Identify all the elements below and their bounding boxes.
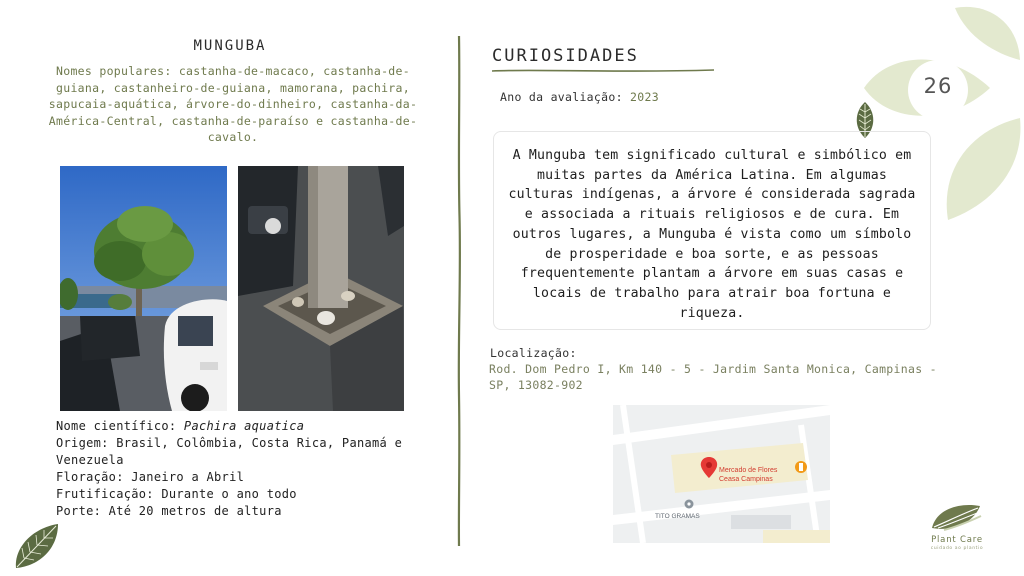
flowering: Floração: Janeiro a Abril xyxy=(56,470,245,484)
scientific-name: Nome científico: Pachira aquatica xyxy=(56,419,305,433)
heading-underline xyxy=(490,66,716,76)
logo-name: Plant Care xyxy=(931,535,983,545)
species-facts xyxy=(56,418,436,520)
map-pin-label-1: Mercado de Flores xyxy=(719,467,778,474)
plant-care-logo-icon xyxy=(928,500,984,534)
curiosities-heading: CURIOSIDADES xyxy=(492,46,639,66)
map-place-label: TITO GRAMAS xyxy=(655,513,700,520)
location-address: Rod. Dom Pedro I, Km 140 - 5 - Jardim Santa Monica, Campinas - SP, 13082-902 xyxy=(489,362,937,392)
curiosities-card xyxy=(493,131,931,330)
fruiting: Frutificação: Durante o ano todo xyxy=(56,487,297,501)
location-map[interactable] xyxy=(613,405,830,543)
origin: Origem: Brasil, Colômbia, Costa Rica, Panamá e Venezuela xyxy=(56,436,403,467)
leaf-icon-bottom xyxy=(10,520,62,572)
logo-tagline: cuidado ao plantio xyxy=(930,546,984,551)
map-pin-label-2: Ceasa Campinas xyxy=(719,476,773,483)
page-title: MUNGUBA xyxy=(193,38,267,54)
popular-names: Nomes populares: castanha-de-macaco, castanha-de-guiana, castanheiro-de-guiana, mamorana, pachira, sapucaia-aquática, árvore-do-dinheiro, castanha-da-América-Central, castanha-de-paraíso e castanha-de-cavalo. xyxy=(48,64,418,144)
curiosities-text: A Munguba tem significado cultural e simbólico em muitas partes da América Latina. Em algumas culturas indígenas, a árvore é considerada sagrada e associada a rituais religiosos e de cura. Em outros lugares, a Munguba é vista como um símbolo de prosperidade e boa sorte, e as pessoas frequentemente plantam a árvore em suas casas e locais de trabalho para atrair boa fortuna e riqueza. xyxy=(508,148,916,321)
tree-photo xyxy=(60,166,227,411)
column-divider xyxy=(455,36,463,546)
food-marker-icon xyxy=(795,461,807,473)
leaf-bottom xyxy=(947,118,1021,220)
location-label: Localização: xyxy=(490,346,577,360)
evaluation-year: Ano da avaliação: 2023 xyxy=(500,90,659,104)
page-number: 26 xyxy=(923,74,953,98)
place-marker-icon xyxy=(685,500,694,509)
leaf-top xyxy=(955,7,1020,60)
trunk-photo xyxy=(238,166,404,411)
size: Porte: Até 20 metros de altura xyxy=(56,504,282,518)
